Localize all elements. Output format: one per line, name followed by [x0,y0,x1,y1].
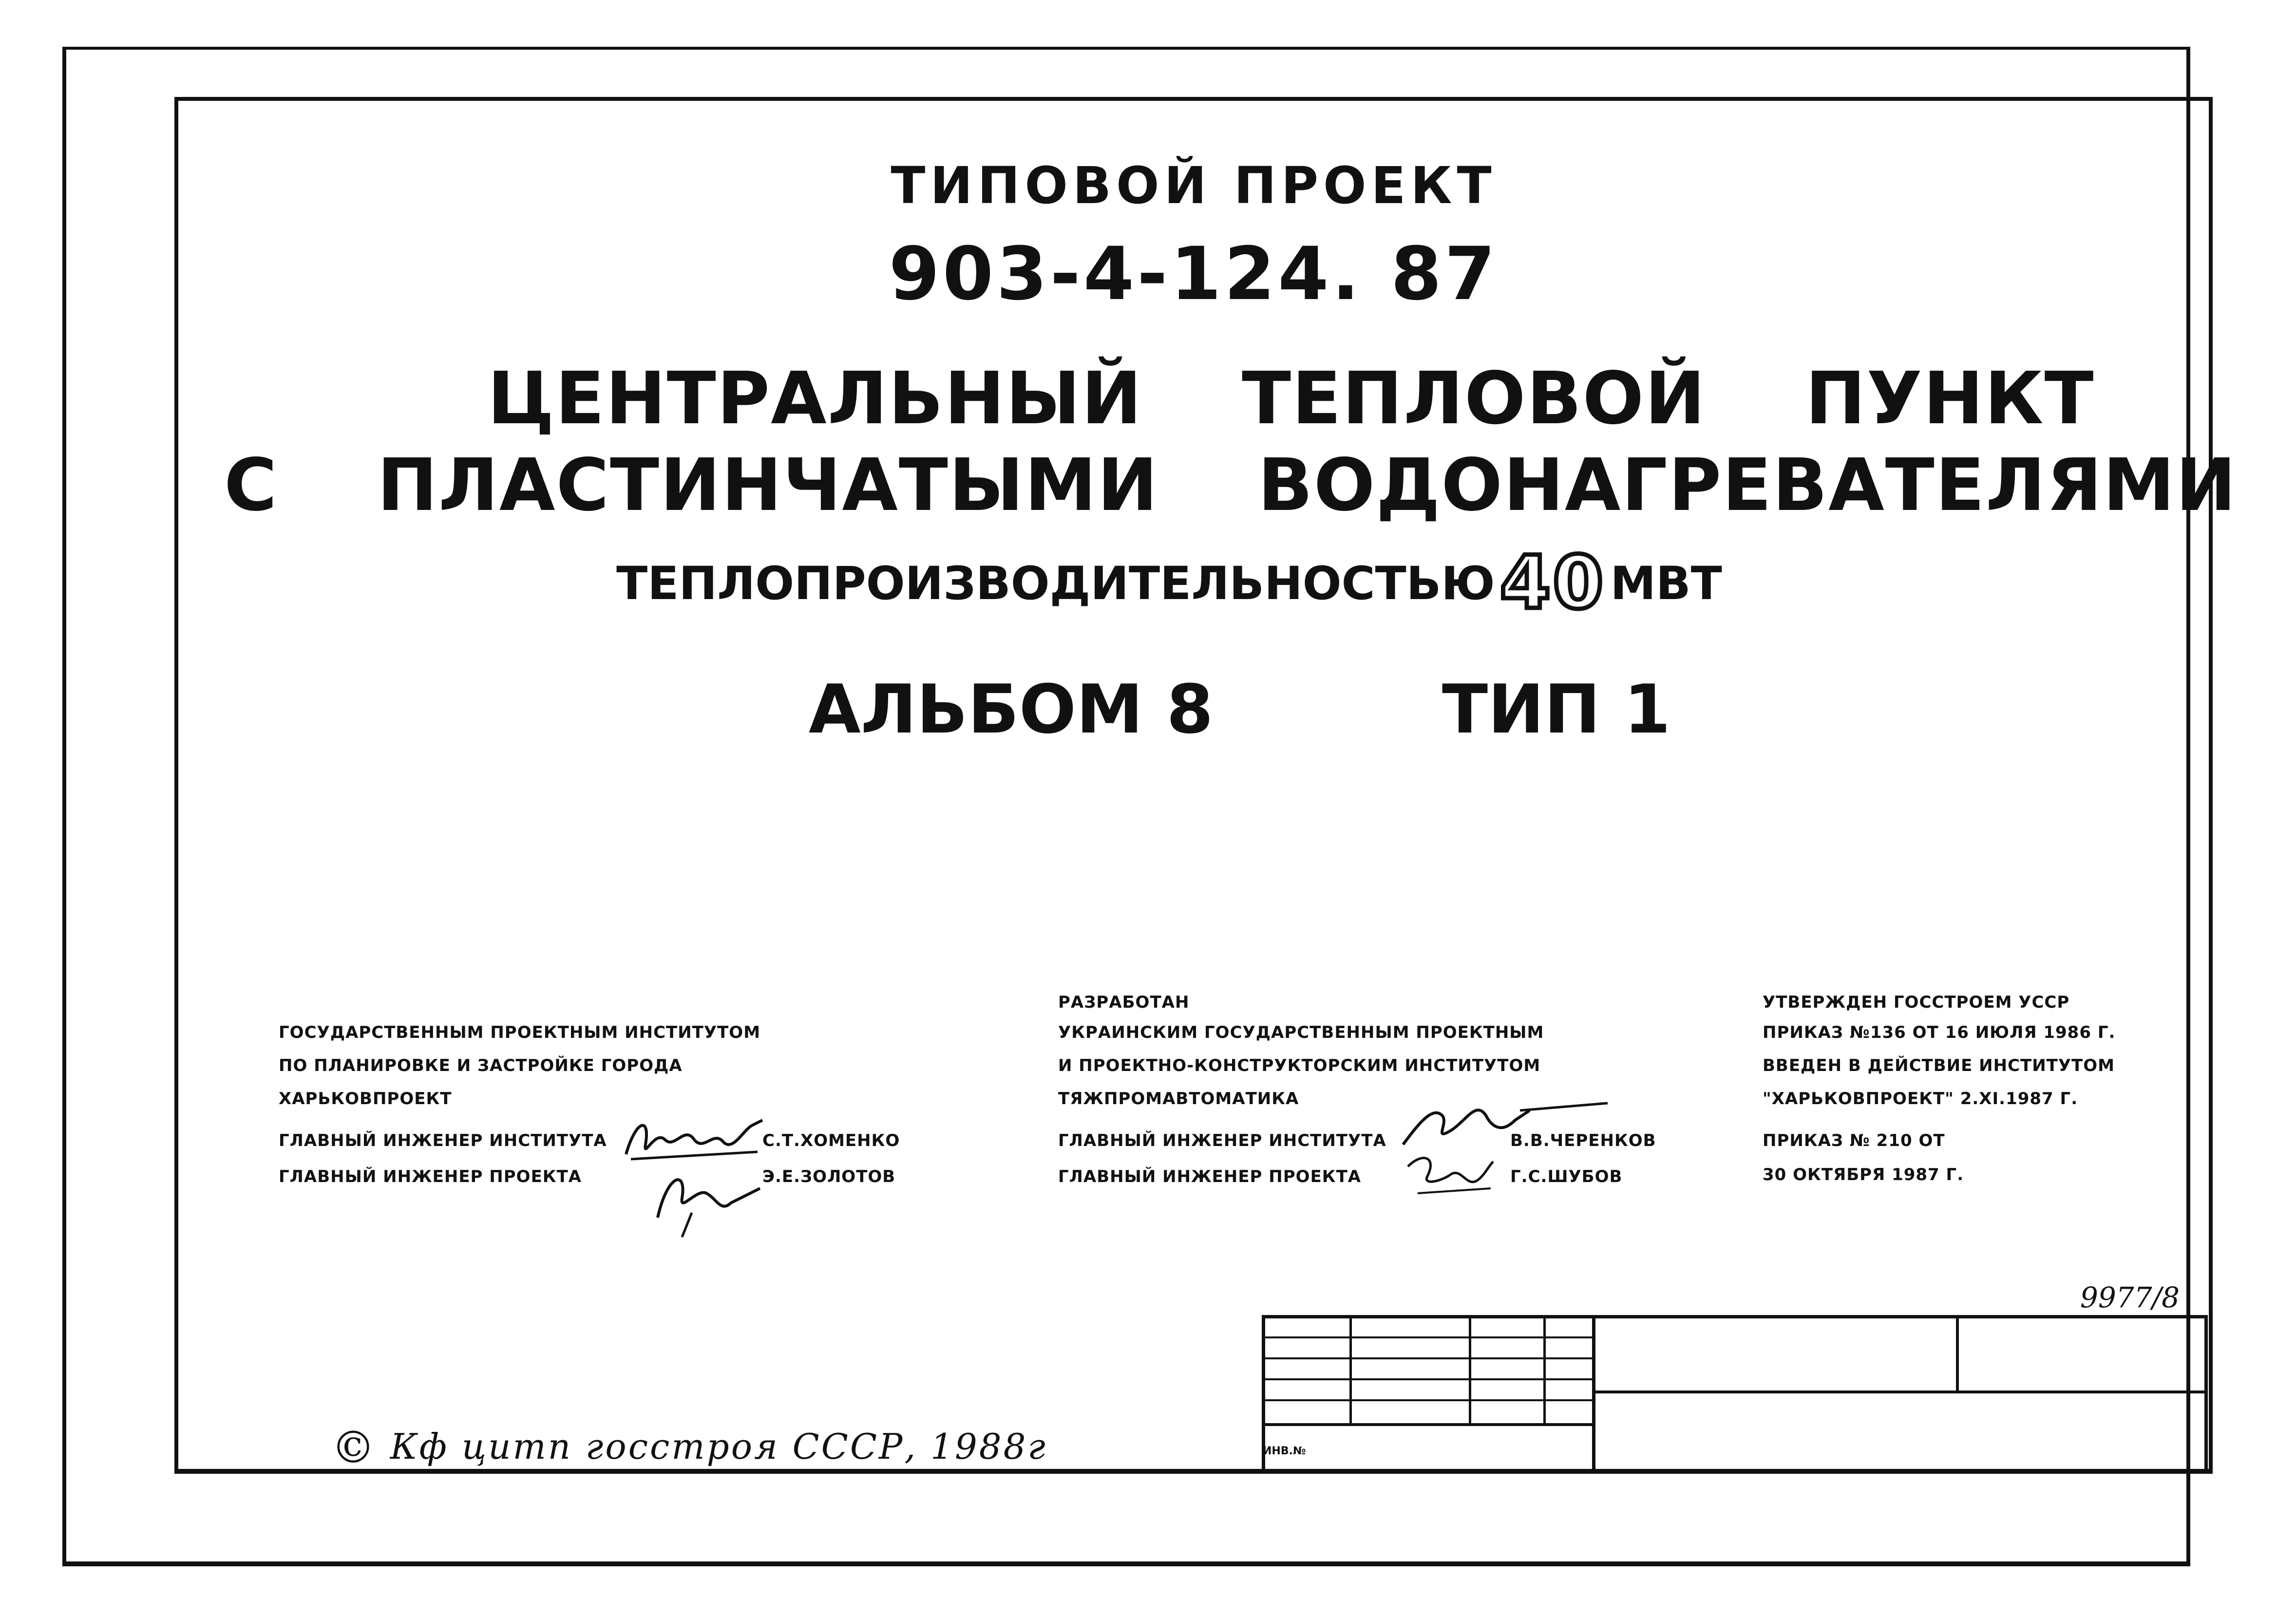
left-role-chief-engineer-institute: ГЛАВНЫЙ ИНЖЕНЕР ИНСТИТУТА [279,1131,607,1150]
left-role-chief-engineer-project: ГЛАВНЫЙ ИНЖЕНЕР ПРОЕКТА [279,1167,582,1186]
header-top-line: ТИПОВОЙ ПРОЕКТ [891,156,1497,215]
right-approved-line-1: УТВЕРЖДЕН ГОССТРОЕМ УССР [1763,993,2070,1012]
project-number: 903-4-124. 87 [889,232,1499,317]
right-order-line-2: 30 ОКТЯБРЯ 1987 Г. [1763,1165,1964,1184]
left-institute-line-3: ХАРЬКОВПРОЕКТ [279,1089,452,1109]
signature-shubov [1403,1147,1500,1203]
right-approved-line-2: ПРИКАЗ №136 ОТ 16 ИЮЛЯ 1986 Г. [1763,1023,2116,1042]
document-number: 9977/8 [2080,1281,2180,1314]
left-institute-line-2: ПО ПЛАНИРОВКЕ И ЗАСТРОЙКЕ ГОРОДА [279,1056,683,1075]
capacity-line [585,541,1754,625]
right-approved-line-4: "ХАРЬКОВПРОЕКТ" 2.XI.1987 Г. [1763,1089,2078,1109]
copyright-line [331,1422,1047,1473]
left-name-1: С.Т.ХОМЕНКО [762,1131,900,1150]
left-institute-line-1: ГОСУДАРСТВЕННЫМ ПРОЕКТНЫМ ИНСТИТУТОМ [279,1023,761,1042]
middle-name-1: В.В.ЧЕРЕНКОВ [1510,1131,1656,1150]
middle-developed-label: РАЗРАБОТАН [1058,993,1190,1012]
copyright-text: Кф цитп госстроя СССР, 1988г [390,1426,1047,1467]
copyright-symbol: © [331,1422,377,1473]
capacity-unit: МВТ [1610,557,1722,610]
middle-institute-line-2: И ПРОЕКТНО-КОНСТРУКТОРСКИМ ИНСТИТУТОМ [1058,1056,1541,1075]
right-order-line-1: ПРИКАЗ № 210 ОТ [1763,1131,1945,1150]
middle-institute-line-1: УКРАИНСКИМ ГОСУДАРСТВЕННЫМ ПРОЕКТНЫМ [1058,1023,1544,1042]
type-number: ТИП 1 [1442,670,1671,749]
middle-name-2: Г.С.ШУБОВ [1510,1167,1623,1186]
right-approved-line-3: ВВЕДЕН В ДЕЙСТВИЕ ИНСТИТУТОМ [1763,1056,2115,1075]
title-line-1: ЦЕНТРАЛЬНЫЙ ТЕПЛОВОЙ ПУНКТ [487,357,2095,440]
middle-role-chief-engineer-project: ГЛАВНЫЙ ИНЖЕНЕР ПРОЕКТА [1058,1167,1362,1186]
left-name-2: Э.Е.ЗОЛОТОВ [762,1167,896,1186]
inventory-label: ИНВ.№ [1263,1445,1306,1457]
middle-institute-line-3: ТЯЖПРОМАВТОМАТИКА [1058,1089,1299,1109]
title-line-2: С ПЛАСТИНЧАТЫМИ ВОДОНАГРЕВАТЕЛЯМИ [224,443,2237,527]
signature-zolotov [648,1159,765,1244]
middle-role-chief-engineer-institute: ГЛАВНЫЙ ИНЖЕНЕР ИНСТИТУТА [1058,1131,1386,1150]
album-number: АЛЬБОМ 8 [809,670,1214,749]
capacity-value: 40 [1499,541,1606,625]
capacity-prefix: ТЕПЛОПРОИЗВОДИТЕЛЬНОСТЬЮ [616,557,1495,610]
